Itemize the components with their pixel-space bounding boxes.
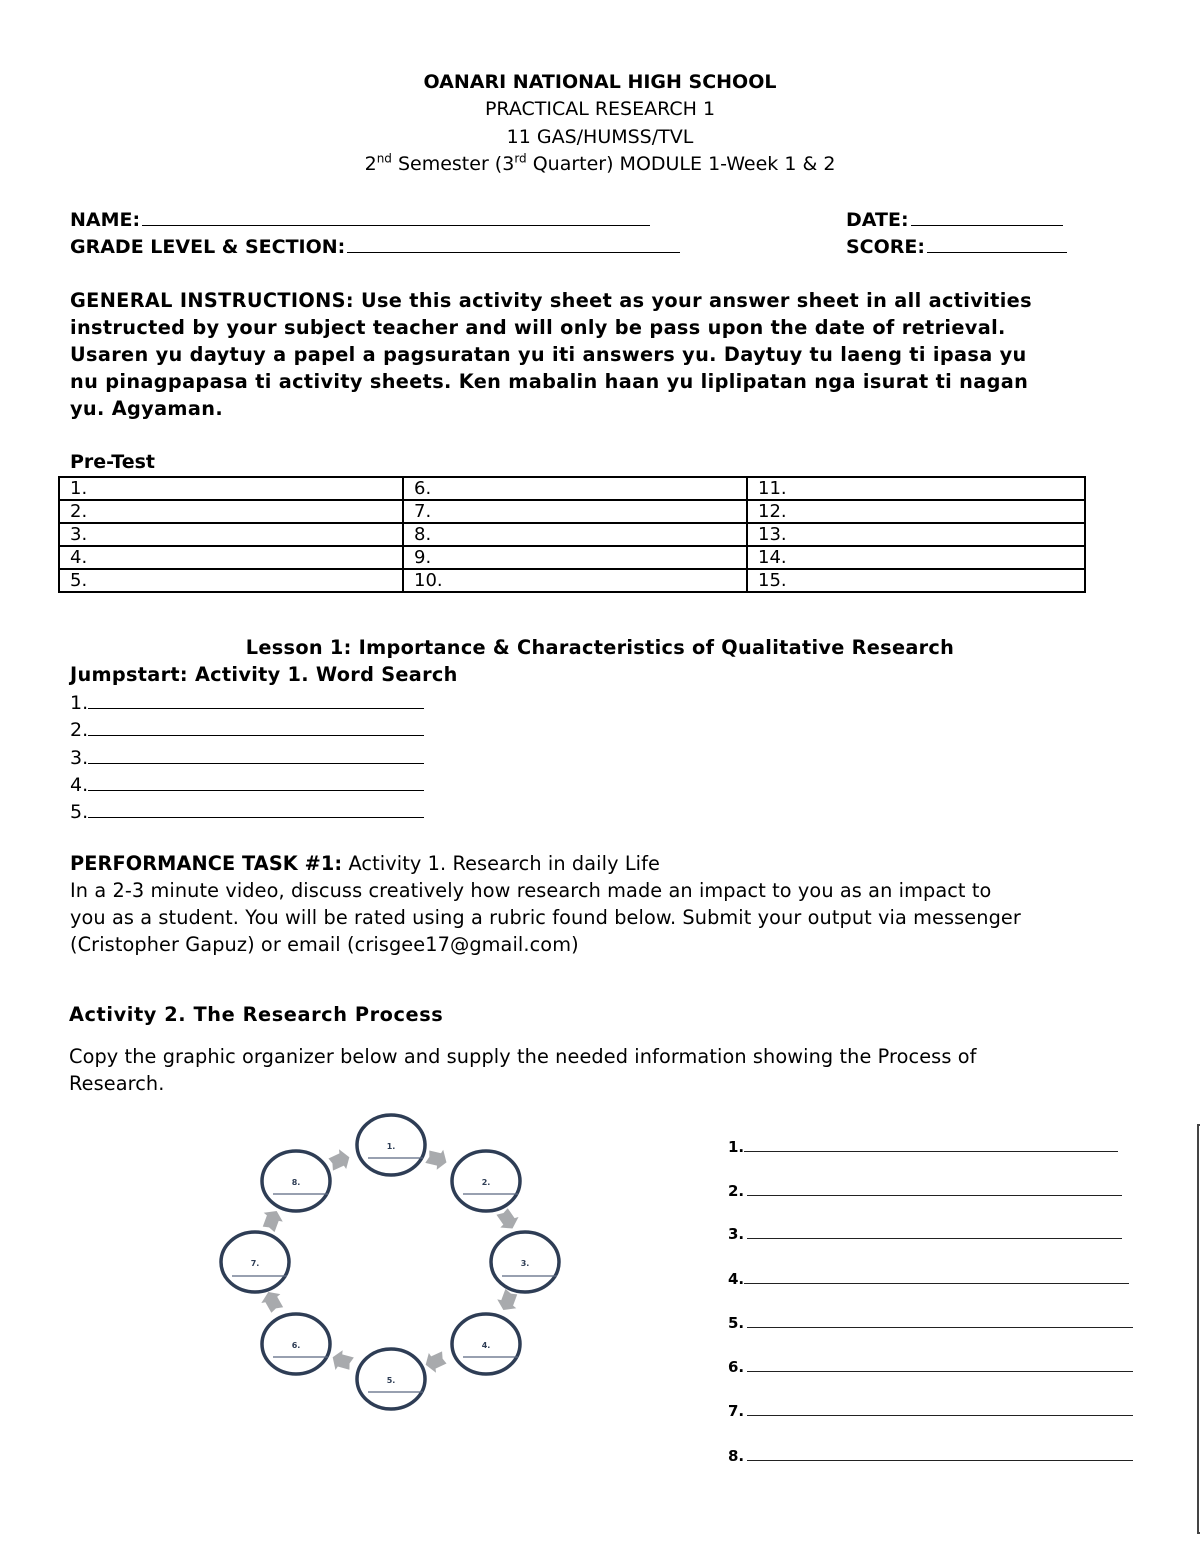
grade-section-input-line[interactable] — [347, 232, 680, 253]
answer-line[interactable] — [88, 743, 424, 764]
pretest-cell[interactable]: 11. — [747, 477, 1085, 500]
paragraph-line: you as a student. You will be rated using a rubric found below. Submit your output via messenger — [70, 906, 1021, 929]
pretest-cell[interactable]: 4. — [59, 546, 403, 569]
term-sup-1: nd — [376, 151, 392, 166]
pretest-cell[interactable]: 3. — [59, 523, 403, 546]
svg-text:6.: 6. — [291, 1341, 301, 1350]
answer-line[interactable] — [747, 1359, 1133, 1372]
process-answer-item[interactable] — [728, 1138, 1118, 1156]
pretest-cell[interactable]: 14. — [747, 546, 1085, 569]
term-mid: Semester (3 — [391, 153, 515, 175]
item-number: 1. — [70, 692, 89, 714]
word-search-item[interactable] — [70, 743, 424, 772]
answer-line[interactable] — [88, 715, 424, 736]
pretest-cell[interactable]: 6. — [403, 477, 747, 500]
arrow-icon — [327, 1147, 353, 1174]
answer-line[interactable] — [744, 1139, 1118, 1152]
arrow-icon — [329, 1348, 355, 1375]
table-row — [59, 523, 1085, 546]
subject-title: PRACTICAL RESEARCH 1 — [484, 98, 716, 120]
pretest-title: Pre-Test — [70, 451, 155, 473]
table-row — [59, 569, 1085, 592]
grade-section-label: GRADE LEVEL & SECTION: — [70, 236, 346, 258]
performance-task-body — [70, 877, 1140, 958]
name-input-line[interactable] — [142, 205, 650, 226]
table-row — [59, 546, 1085, 569]
pretest-cell[interactable]: 2. — [59, 500, 403, 523]
item-number: 5. — [70, 801, 89, 823]
score-field[interactable] — [846, 232, 1067, 261]
svg-text:4.: 4. — [481, 1341, 491, 1350]
strands: 11 GAS/HUMSS/TVL — [506, 126, 694, 148]
process-answer-item[interactable] — [728, 1314, 1133, 1332]
term-line — [0, 151, 1200, 178]
arrow-icon — [424, 1146, 450, 1172]
svg-text:7.: 7. — [250, 1259, 260, 1268]
answer-line[interactable] — [747, 1226, 1122, 1239]
pretest-cell[interactable]: 13. — [747, 523, 1085, 546]
pretest-cell[interactable]: 8. — [403, 523, 747, 546]
score-label: SCORE: — [846, 236, 925, 258]
answer-line[interactable] — [747, 1315, 1133, 1328]
svg-text:5.: 5. — [386, 1376, 396, 1385]
date-field[interactable] — [846, 205, 1063, 234]
table-row — [59, 500, 1085, 523]
answer-line[interactable] — [88, 797, 424, 818]
term-suffix: Quarter) MODULE 1-Week 1 & 2 — [526, 153, 836, 175]
grade-section-field[interactable] — [70, 232, 680, 261]
instruction-line: yu. Agyaman. — [70, 397, 223, 420]
performance-task-title: Activity 1. Research in daily Life — [342, 852, 660, 875]
process-answer-item[interactable] — [728, 1182, 1122, 1200]
activity2-title: Activity 2. The Research Process — [69, 1003, 444, 1026]
paragraph-line: In a 2-3 minute video, discuss creatively how research made an impact to you as an impact to — [70, 879, 992, 902]
pretest-cell[interactable]: 9. — [403, 546, 747, 569]
item-number: 1. — [728, 1138, 745, 1156]
word-search-item[interactable] — [70, 688, 424, 717]
process-node-4[interactable] — [452, 1314, 520, 1374]
lesson-title: Lesson 1: Importance & Characteristics of Qualitative Research — [245, 636, 955, 659]
date-label: DATE: — [846, 209, 909, 231]
instruction-line: GENERAL INSTRUCTIONS: Use this activity sheet as your answer sheet in all activities — [70, 289, 1032, 312]
pretest-cell[interactable]: 7. — [403, 500, 747, 523]
paragraph-line: Research. — [69, 1072, 165, 1095]
performance-task-heading — [70, 850, 660, 877]
pretest-cell[interactable]: 1. — [59, 477, 403, 500]
item-number: 3. — [728, 1225, 745, 1243]
term-prefix: 2 — [364, 153, 377, 175]
process-node-7[interactable] — [221, 1232, 289, 1292]
process-answer-item[interactable] — [728, 1447, 1133, 1465]
word-search-item[interactable] — [70, 715, 424, 744]
pretest-cell[interactable]: 15. — [747, 569, 1085, 592]
date-input-line[interactable] — [911, 205, 1063, 226]
instruction-line: Usaren yu daytuy a papel a pagsuratan yu iti answers yu. Daytuy tu laeng ti ipasa yu — [70, 343, 1027, 366]
general-instructions — [70, 287, 1140, 422]
process-node-8[interactable] — [262, 1151, 330, 1211]
instruction-line: instructed by your subject teacher and will only be pass upon the date of retrieval. — [70, 316, 1006, 339]
item-number: 5. — [728, 1314, 745, 1332]
pretest-cell[interactable]: 10. — [403, 569, 747, 592]
item-number: 3. — [70, 747, 89, 769]
item-number: 2. — [728, 1182, 745, 1200]
term-sup-2: rd — [514, 151, 527, 166]
pretest-table — [58, 476, 1086, 593]
arrow-icon — [258, 1206, 285, 1233]
process-node-1[interactable] — [357, 1115, 425, 1175]
answer-line[interactable] — [747, 1403, 1133, 1416]
research-process-diagram — [210, 1105, 580, 1425]
performance-task-label: PERFORMANCE TASK #1: — [70, 852, 343, 875]
pretest-cell[interactable]: 5. — [59, 569, 403, 592]
word-search-item[interactable] — [70, 797, 424, 826]
activity2-instructions — [69, 1043, 1139, 1097]
table-row — [59, 477, 1085, 500]
process-node-2[interactable] — [452, 1151, 520, 1211]
answer-line[interactable] — [747, 1448, 1133, 1461]
arrow-icon — [422, 1349, 448, 1376]
item-number: 2. — [70, 719, 89, 741]
process-answer-item[interactable] — [728, 1225, 1122, 1243]
answer-line[interactable] — [88, 770, 424, 791]
process-answer-item[interactable] — [728, 1358, 1133, 1376]
process-answer-item[interactable] — [728, 1270, 1129, 1288]
paragraph-line: (Cristopher Gapuz) or email (crisgee17@gmail.com) — [70, 933, 579, 956]
svg-text:2.: 2. — [481, 1178, 491, 1187]
item-number: 4. — [70, 774, 89, 796]
paragraph-line: Copy the graphic organizer below and supply the needed information showing the Process of — [69, 1045, 977, 1068]
name-label: NAME: — [70, 209, 141, 231]
name-field[interactable] — [70, 205, 650, 234]
svg-text:1.: 1. — [386, 1142, 396, 1151]
item-number: 4. — [728, 1270, 745, 1288]
svg-text:8.: 8. — [291, 1178, 301, 1187]
word-search-item[interactable] — [70, 770, 424, 799]
jumpstart-title: Jumpstart: Activity 1. Word Search — [70, 663, 458, 686]
answer-line[interactable] — [744, 1271, 1129, 1284]
item-number: 6. — [728, 1358, 745, 1376]
item-number: 7. — [728, 1402, 745, 1420]
process-node-6[interactable] — [262, 1314, 330, 1374]
svg-text:3.: 3. — [520, 1259, 530, 1268]
process-answer-item[interactable] — [728, 1402, 1133, 1420]
instruction-line: nu pinagpapasa ti activity sheets. Ken mabalin haan yu liplipatan nga isurat ti nagan — [70, 370, 1029, 393]
school-name: OANARI NATIONAL HIGH SCHOOL — [423, 71, 777, 93]
score-input-line[interactable] — [927, 232, 1067, 253]
process-node-3[interactable] — [491, 1232, 559, 1292]
answer-line[interactable] — [747, 1183, 1122, 1196]
process-node-5[interactable] — [357, 1349, 425, 1409]
item-number: 8. — [728, 1447, 745, 1465]
pretest-cell[interactable]: 12. — [747, 500, 1085, 523]
answer-line[interactable] — [88, 688, 424, 709]
